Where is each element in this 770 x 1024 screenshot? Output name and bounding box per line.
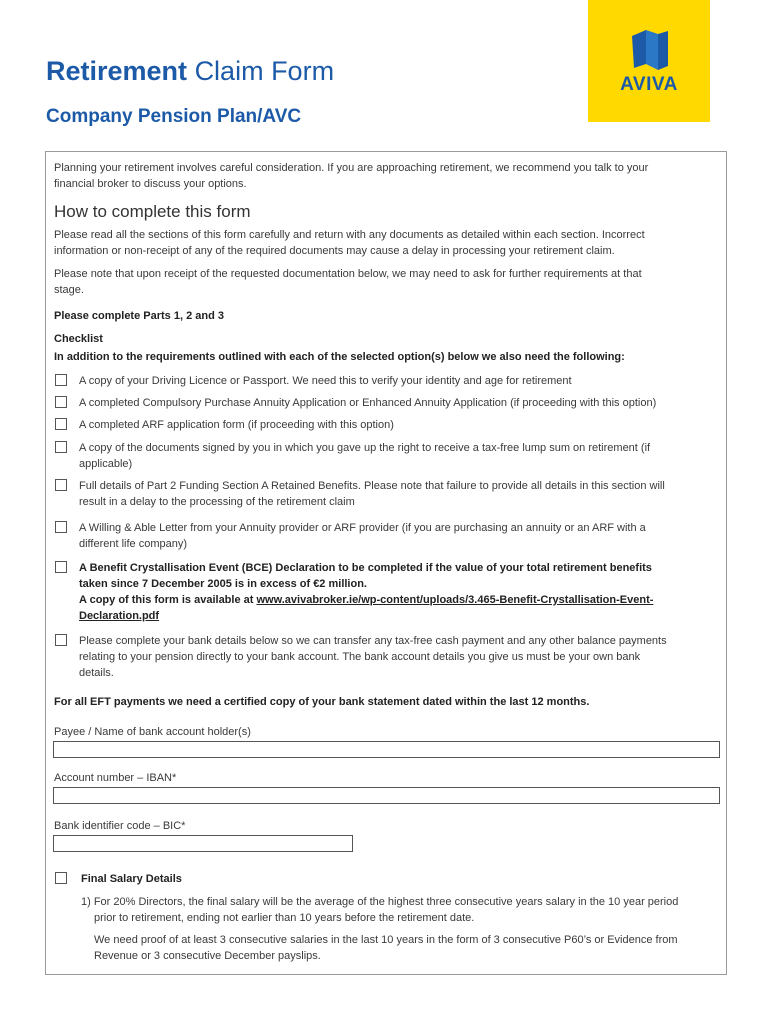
bce-link-prefix: A copy of this form is available at	[79, 594, 257, 606]
checklist-checkbox-8[interactable]	[55, 634, 67, 646]
bce-form-link-cont[interactable]: Declaration.pdf	[79, 610, 160, 622]
how-to-p1-line-2: information or non-receipt of any of the required documents may cause a delay in processing your retirement claim.	[54, 245, 615, 257]
checklist-checkbox-7[interactable]	[55, 561, 67, 573]
bic-label: Bank identifier code – BIC*	[54, 820, 186, 832]
checklist-item-8-line-2: relating to your pension directly to your bank account. The bank account details you give us must be your own bank	[79, 651, 641, 663]
final-salary-title: Final Salary Details	[81, 873, 182, 885]
how-to-p1-line-1: Please read all the sections of this form carefully and return with any documents as detailed within each section. Incorrect	[54, 229, 645, 241]
aviva-flag-icon	[588, 0, 710, 122]
checklist-item-6-line-2: different life company)	[79, 538, 188, 550]
bce-form-link[interactable]: www.avivabroker.ie/wp-content/uploads/3.465-Benefit-Crystallisation-Event-	[256, 594, 654, 606]
title-rest: Claim Form	[194, 56, 335, 86]
checklist-checkbox-3[interactable]	[55, 418, 67, 430]
checklist-item-3: A completed ARF application form (if proceeding with this option)	[79, 419, 394, 431]
title-bold: Retirement	[46, 56, 188, 86]
checklist-item-2: A completed Compulsory Purchase Annuity Application or Enhanced Annuity Application (if proceeding with this option)	[79, 397, 657, 409]
checklist-item-7-line-2: taken since 7 December 2005 is in excess of €2 million.	[79, 578, 367, 590]
checklist-item-7-line-3	[79, 592, 653, 608]
aviva-logo	[588, 0, 710, 122]
final-salary-point-1-line-1: 1) For 20% Directors, the final salary will be the average of the highest three consecutive years salary in the 10 year period	[81, 896, 679, 908]
checklist-checkbox-2[interactable]	[55, 396, 67, 408]
payee-label: Payee / Name of bank account holder(s)	[54, 726, 251, 738]
checklist-item-1: A copy of your Driving Licence or Passport. We need this to verify your identity and age for retirement	[79, 375, 572, 387]
intro-line-2: financial broker to discuss your options.	[54, 178, 247, 190]
eft-note: For all EFT payments we need a certified copy of your bank statement dated within the last 12 months.	[54, 696, 590, 708]
section-heading: How to complete this form	[54, 202, 251, 221]
checklist-intro: In addition to the requirements outlined with each of the selected option(s) below we also need the following:	[54, 351, 625, 363]
page-subtitle: Company Pension Plan/AVC	[46, 106, 302, 127]
checklist-item-5-line-2: result in a delay to the processing of the retirement claim	[79, 496, 355, 508]
checklist-title: Checklist	[54, 333, 103, 345]
iban-input[interactable]	[53, 787, 720, 804]
checklist-item-5-line-1: Full details of Part 2 Funding Section A Retained Benefits. Please note that failure to provide all details in this section will	[79, 480, 665, 492]
payee-input[interactable]	[53, 741, 720, 758]
checklist-item-8-line-3: details.	[79, 667, 114, 679]
bic-input[interactable]	[53, 835, 353, 852]
final-salary-proof-line-1: We need proof of at least 3 consecutive salaries in the last 10 years in the form of 3 consecutive P60’s or Evidence from	[94, 934, 678, 946]
checklist-item-4-line-2: applicable)	[79, 458, 133, 470]
final-salary-point-1-line-2: prior to retirement, ending not earlier than 10 years before the retirement date.	[94, 912, 475, 924]
checklist-checkbox-4[interactable]	[55, 441, 67, 453]
parts-note: Please complete Parts 1, 2 and 3	[54, 310, 224, 322]
checklist-checkbox-5[interactable]	[55, 479, 67, 491]
checklist-checkbox-6[interactable]	[55, 521, 67, 533]
iban-label: Account number – IBAN*	[54, 772, 177, 784]
page-title	[46, 56, 334, 87]
how-to-p2-line-2: stage.	[54, 284, 84, 296]
final-salary-checkbox[interactable]	[55, 872, 67, 884]
how-to-p2-line-1: Please note that upon receipt of the requested documentation below, we may need to ask for further requirements at that	[54, 268, 642, 280]
checklist-item-7-line-1: A Benefit Crystallisation Event (BCE) Declaration to be completed if the value of your total retirement benefits	[79, 562, 652, 574]
checklist-checkbox-1[interactable]	[55, 374, 67, 386]
checklist-item-6-line-1: A Willing & Able Letter from your Annuity provider or ARF provider (if you are purchasing an annuity or an ARF with a	[79, 522, 646, 534]
intro-line-1: Planning your retirement involves careful consideration. If you are approaching retirement, we recommend you talk to your	[54, 162, 649, 174]
logo-text: AVIVA	[620, 74, 678, 95]
final-salary-proof-line-2: Revenue or 3 consecutive December payslips.	[94, 950, 321, 962]
checklist-item-4-line-1: A copy of the documents signed by you in which you gave up the right to receive a tax-free lump sum on retirement (if	[79, 442, 651, 454]
checklist-item-8-line-1: Please complete your bank details below so we can transfer any tax-free cash payment and any other balance payments	[79, 635, 667, 647]
form-content-box	[45, 151, 727, 975]
